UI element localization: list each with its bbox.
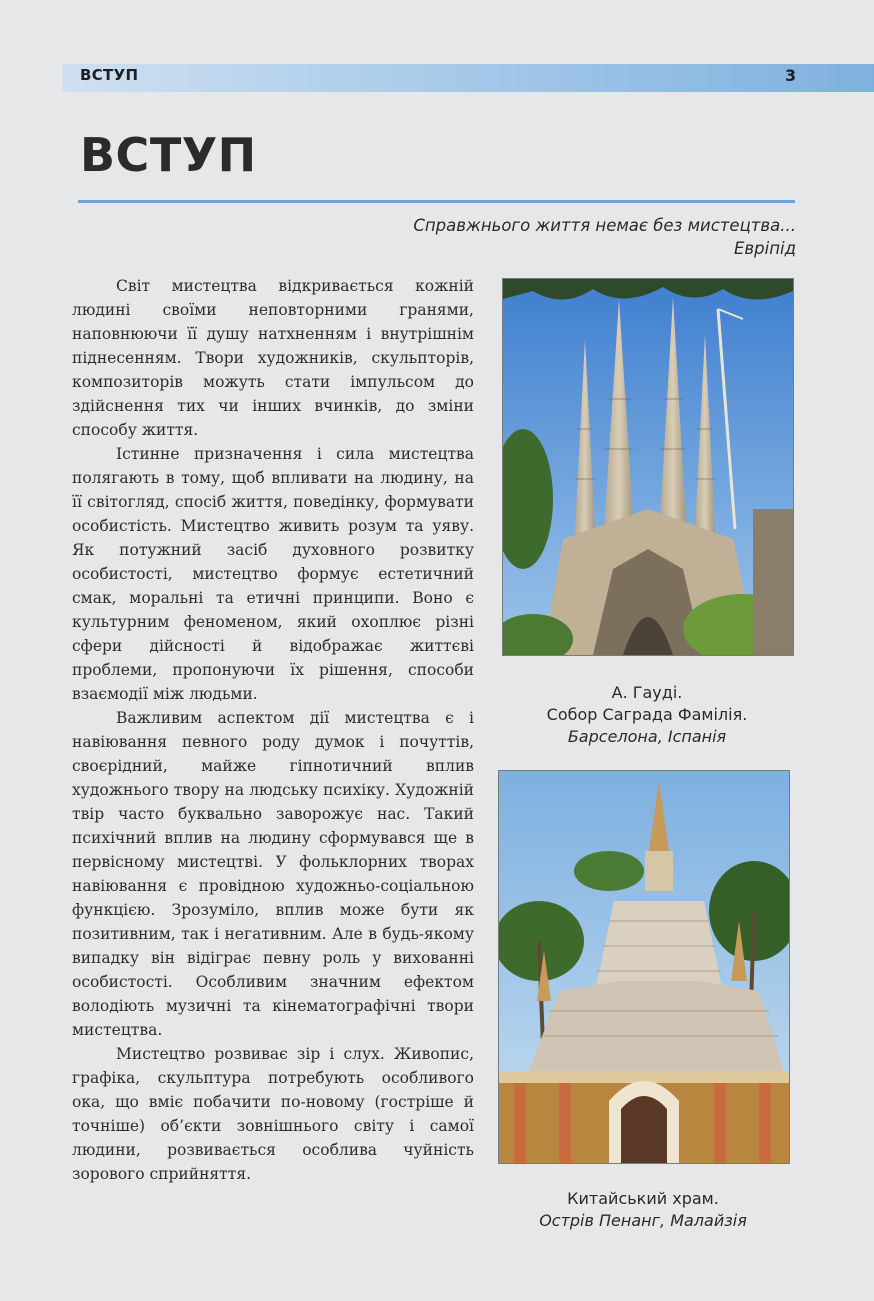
header-band [62, 64, 874, 92]
caption-location: Барселона, Іспанія [567, 727, 727, 746]
sagrada-familia-photo [502, 278, 794, 656]
running-header: ВСТУП [80, 66, 139, 84]
body-text [72, 274, 474, 1186]
title-rule [78, 200, 795, 203]
paragraph: Мистецтво розвиває зір і слух. Живопис, графіка, скульптура потребують особливого ока, що вміє побачити по-новому (гостріше й точніше) об’єкти зовнішнього світу і самої людини, розвивається особлива чуйність зорового сприйняття. [72, 1045, 474, 1183]
paragraph: Істинне призначення і сила мистецтва полягають в тому, щоб впливати на людину, на її світогляд, спосіб життя, поведінку, формувати особистість. Мистецтво живить розум та уяву. Як потужний засіб духовного розвитку особистості, мистецтво формує естетичний смак, моральні та етичні принципи. Воно є культурним феноменом, який охоплює різні сфери дійсності й відображає життєві проблеми, пропонуючи їх рішення, способи взаємодії між людьми. [72, 445, 474, 703]
epigraph-quote: Справжнього життя немає без мистецтва... [413, 216, 796, 235]
caption-author: А. Гауді. [611, 683, 683, 702]
caption-title: Китайський храм. [567, 1189, 719, 1208]
figure-caption [498, 1188, 788, 1232]
page-title: ВСТУП [80, 128, 257, 182]
epigraph [413, 214, 796, 260]
caption-title: Собор Саграда Фамілія. [546, 705, 748, 724]
epigraph-author: Евріпід [734, 239, 796, 258]
page-number: 3 [785, 66, 797, 85]
paragraph: Світ мистецтва відкривається кожній людині своїми неповторними гранями, наповнюючи її душу натхненням і внутрішнім піднесенням. Твори художників, скульпторів, композиторів можуть стати імпульсом до здійснення тих чи інших вчинків, до зміни способу життя. [72, 277, 474, 439]
caption-location: Острів Пенанг, Малайзія [539, 1211, 747, 1230]
figure-caption [502, 682, 792, 748]
paragraph: Важливим аспектом дії мистецтва є і навіювання певного роду думок і почуттів, своєрідний, майже гіпнотичний вплив художнього твору на людську психіку. Художній твір часто буквально заворожує нас. Такий психічний вплив на людину сформувався ще в первісному мистецтві. У фольклорних творах навіювання є провідною художньо-соціальною функцією. Зрозуміло, вплив може бути як позитивним, так і негативним. Але в будь-якому випадку він відіграє певну роль у вихованні особистості. Особливим значним ефектом володіють музичні та кінематографічні твори мистецтва. [72, 709, 474, 1039]
chinese-temple-photo [498, 770, 790, 1164]
